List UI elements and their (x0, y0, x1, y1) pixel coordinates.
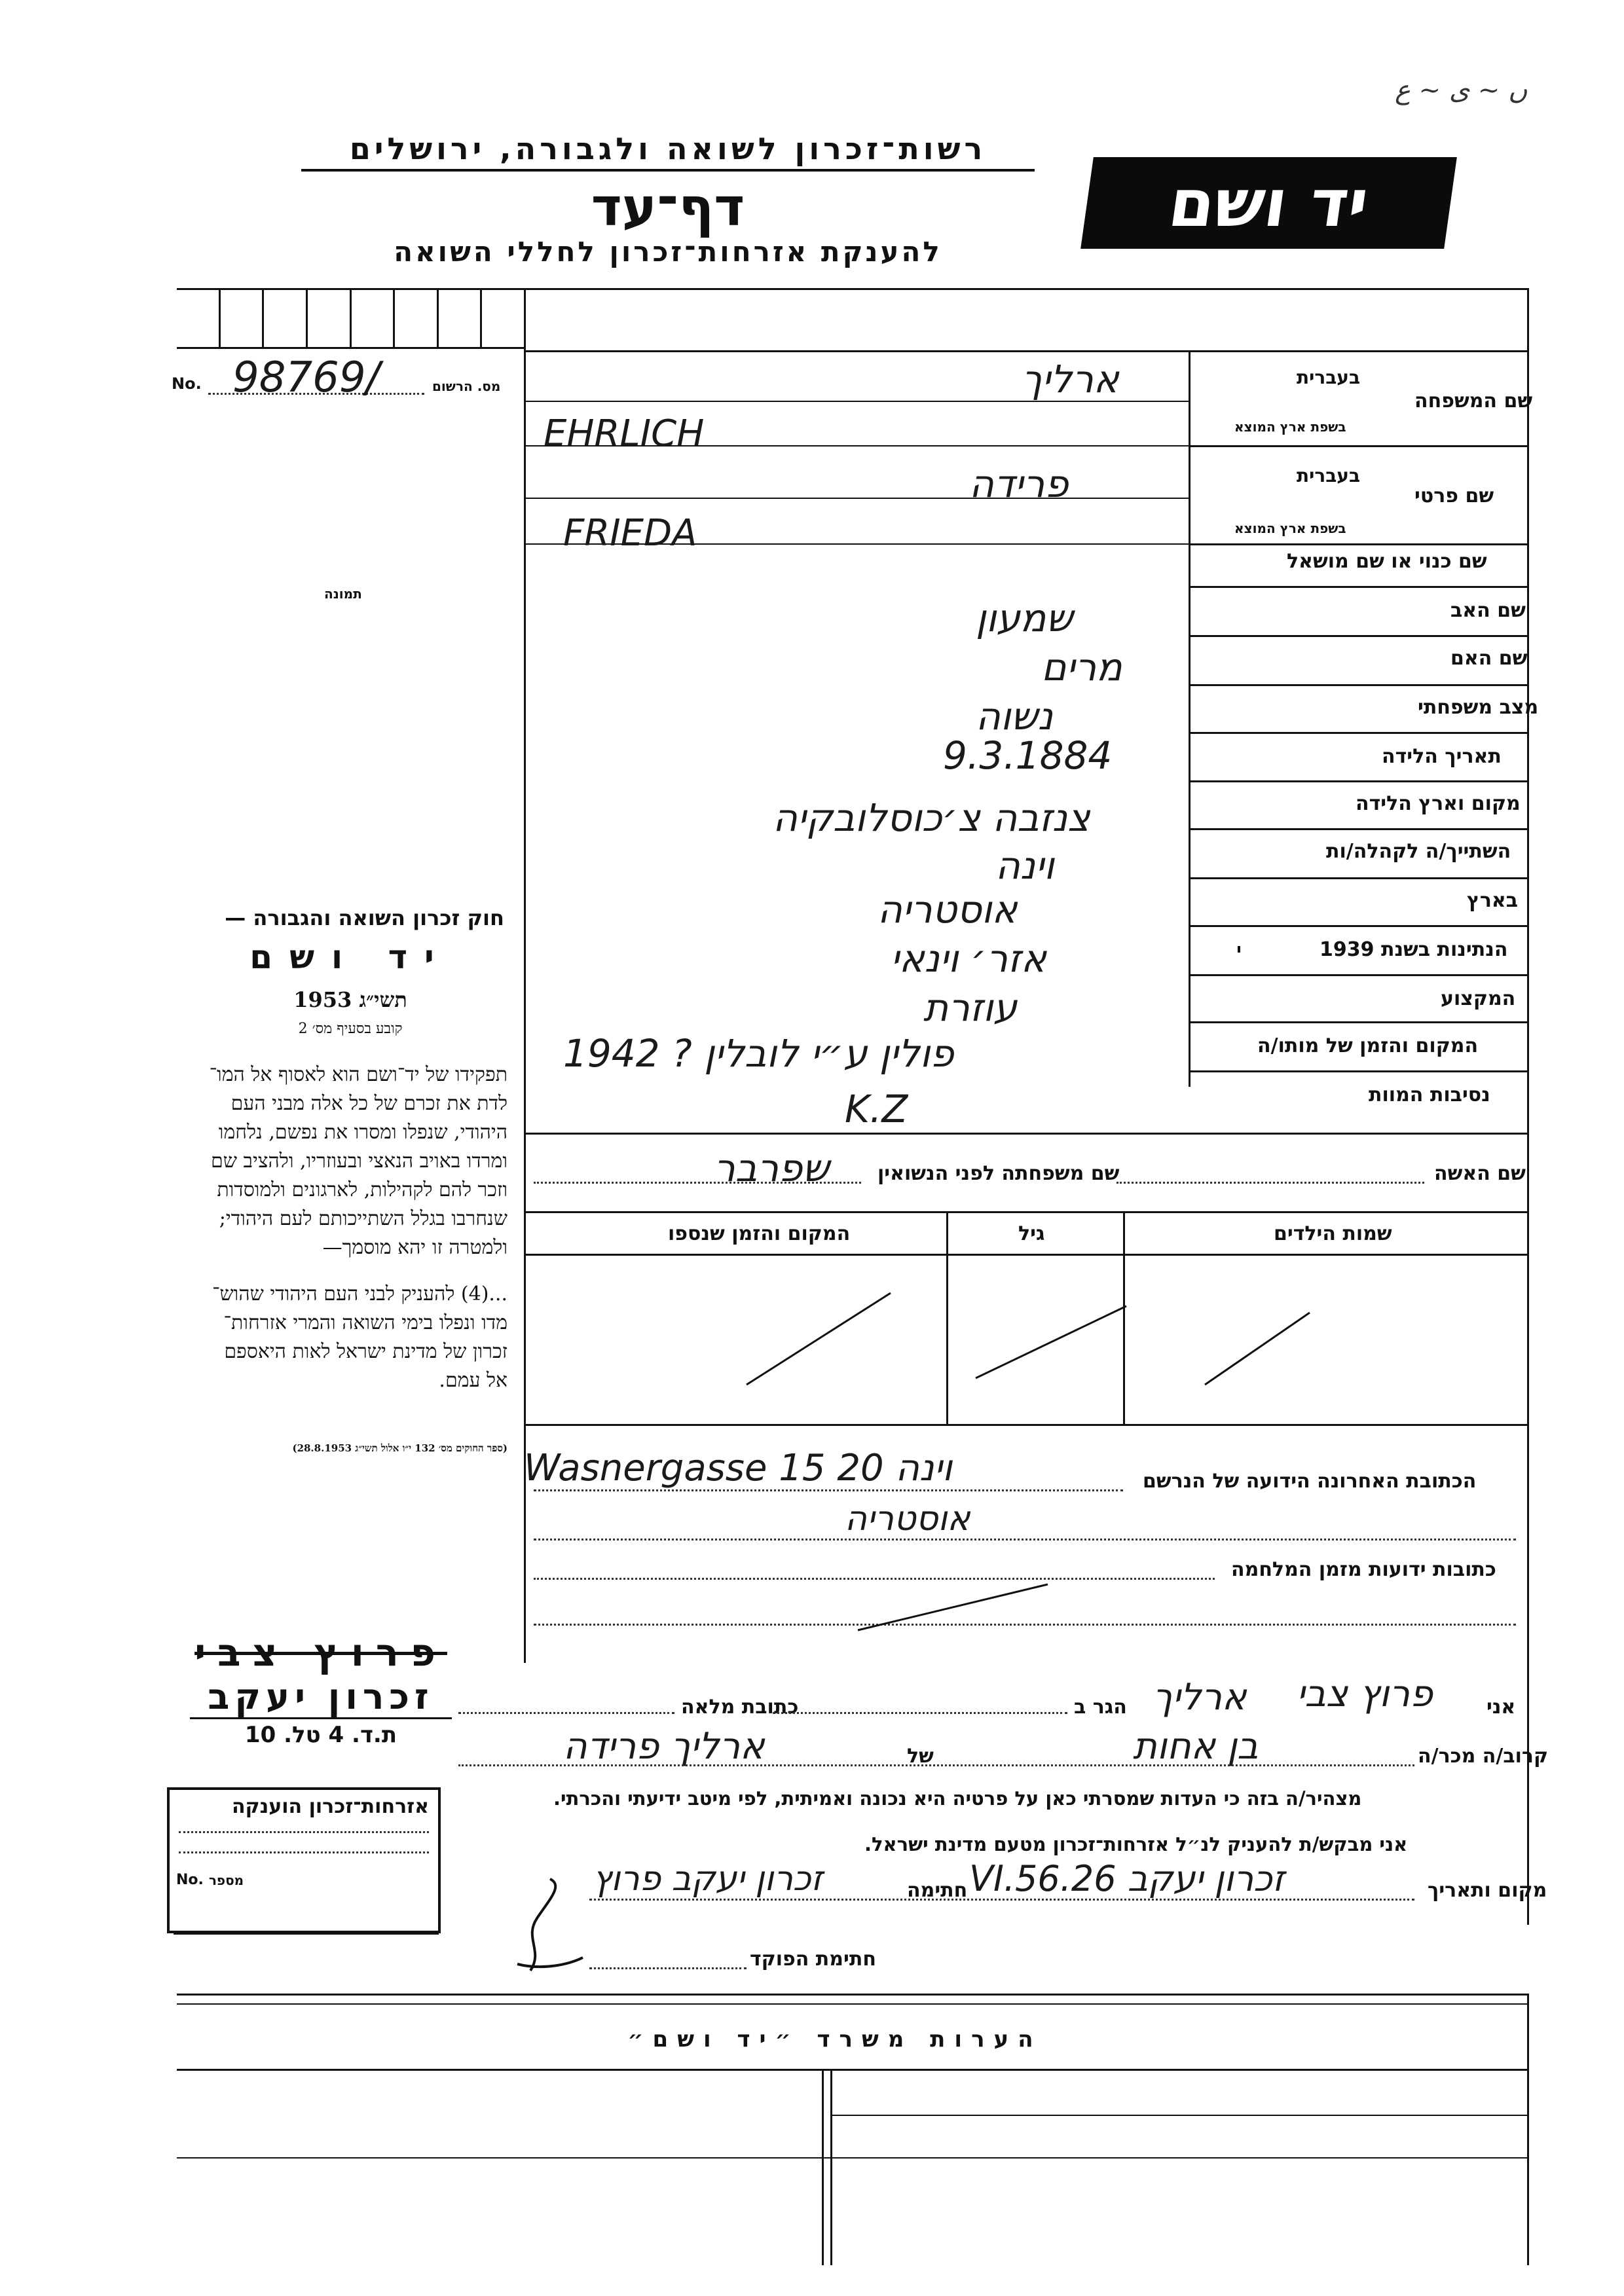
wartime-strikeout (851, 1571, 1061, 1637)
declarant-full-address-label: כתובת מלאה (681, 1696, 799, 1719)
corner-mark: ں ~ ی ~ ع (1395, 75, 1528, 105)
row-line (1189, 780, 1529, 782)
row-line (1189, 828, 1529, 830)
children-header-age: גיל (1018, 1222, 1045, 1245)
law-title: חוק זכרון השואה והגבורה — (225, 905, 504, 930)
children-table-bottom (524, 1424, 1529, 1426)
declarant-lives-label: הגר ב (1074, 1696, 1127, 1719)
stamp-line-2: זכרון יעקב (190, 1676, 452, 1719)
notes-header-line (177, 2069, 1529, 2071)
profession-label: המקצוע (1441, 987, 1516, 1010)
wartime-label: כתובות ידועות מזמן המלחמה (1231, 1558, 1496, 1581)
birth-place-label: מקום וארץ הלידה (1356, 792, 1521, 815)
request-text: אני מבקש/ת להעניק לנ״ל אזרחות־זכרון מטעם מדינת ישראל. (864, 1833, 1408, 1855)
stamp-line-3: ת.ד. 4 טל. 10 (244, 1722, 397, 1748)
children-strikeouts (524, 1254, 1529, 1424)
law-line: וזכר להם לקהילות, לארגונים ולמוסדות (217, 1178, 507, 1201)
notes-row-line (832, 2115, 1529, 2116)
address-value-1: וינה 20 Wasnergasse 15 (524, 1447, 953, 1489)
notes-top-2 (177, 2003, 1529, 2005)
field-label-divider (1189, 350, 1190, 1087)
row-line (1189, 635, 1529, 637)
yad-vashem-logo (1080, 157, 1457, 249)
country-label: בארץ (1467, 889, 1519, 912)
origin-label-2: בשפת ארץ המוצא (1234, 520, 1346, 536)
relation-dots (458, 1764, 1414, 1766)
law-clause: קובע בסעיף מס׳ 2 (298, 1021, 403, 1037)
law-line: זכרון של מדינת ישראל לאות היאספם (224, 1340, 507, 1363)
row-line (1189, 445, 1529, 447)
first-name-label: שם פרטי (1414, 484, 1494, 507)
row-line (1189, 877, 1529, 879)
first-name-hebrew: פרידה (969, 462, 1069, 506)
address-dots-1 (534, 1489, 1123, 1491)
office-notes-title: הערות משרד ״יד ושם״ (627, 2026, 1043, 2052)
signature-value: זכרון יעקב פרוץ (593, 1859, 823, 1899)
law-line: ומרדו באויב הנאצי ובעוזריו, ולהציב שם (211, 1150, 507, 1173)
notes-row-line (177, 2157, 1529, 2159)
row-line (1189, 586, 1529, 588)
citizenship-box-num-label: מספר (208, 1872, 244, 1888)
children-header-place: המקום והזמן שנספו (668, 1222, 851, 1245)
children-table-top (524, 1211, 1529, 1213)
relation-value: בן אחות (1133, 1725, 1259, 1768)
row-line (1189, 925, 1529, 927)
law-paragraph-1 (177, 1061, 507, 1262)
document-subtitle: להענקת אזרחות־זכרון לחללי השואה (394, 236, 942, 268)
declarant-lives-value: ארליך (1153, 1676, 1247, 1719)
row-line (1189, 1070, 1529, 1072)
law-line: ולמטרה זו יהא מוסמך— (322, 1236, 507, 1259)
document-title: דף־עד (591, 177, 745, 238)
strikeout-line (976, 1306, 1126, 1378)
wife-maiden-label: שם משפחתה לפני הנשואין (877, 1162, 1120, 1185)
registration-boxes (177, 288, 524, 347)
children-header-names: שמות הילדים (1274, 1222, 1392, 1245)
law-line: תפקידו של יד־ושם הוא לאסוף אל המו־ (209, 1063, 507, 1086)
death-value: פולין ע״י לובלין ? 1942 (563, 1031, 954, 1076)
officer-label: חתימת הפוקד (750, 1948, 876, 1971)
law-year: תשי״ג 1953 (293, 987, 407, 1012)
citizenship-box-line (179, 1831, 429, 1833)
law-line: מדו ונפלו בימי השואה והמרי אזרחות־ (223, 1311, 507, 1334)
address-dots-2 (534, 1539, 1516, 1540)
strikeout-line (747, 1293, 891, 1385)
citizenship-box-line (179, 1851, 429, 1853)
wife-label: שם האשה (1434, 1162, 1526, 1185)
stamp-line-1: פרוץ צבי (194, 1630, 447, 1675)
frame-right (1527, 288, 1529, 1925)
wife-row-top (524, 1133, 1529, 1135)
wife-value: שפרבר (714, 1146, 830, 1190)
birth-date-value: 9.3.1884 (943, 733, 1113, 778)
country-value: אוסטריה (877, 887, 1018, 932)
place-date-dots (589, 1899, 1414, 1901)
row-line (1189, 974, 1529, 976)
law-paragraph-2 (177, 1280, 507, 1395)
citizenship-box-no-label: No. (176, 1872, 204, 1888)
death-circ-value: K.Z (845, 1087, 908, 1131)
law-line: אל עמם. (439, 1369, 507, 1392)
row-line (1189, 543, 1529, 545)
hebrew-label-1: בעברית (1297, 367, 1361, 388)
registration-boxes-bottom (177, 347, 524, 349)
father-value: שמעון (976, 596, 1073, 640)
community-label: השתייך/ה לקהלה/ות (1326, 840, 1511, 863)
hebrew-label-2: בעברית (1297, 465, 1361, 486)
of-label: של (907, 1745, 934, 1768)
family-name-label: שם המשפחה (1414, 390, 1533, 412)
birth-place-value: צנזבה צ׳כוסלובקיה (773, 795, 1090, 840)
citizenship-box-no-row (170, 1872, 438, 1888)
law-line: לדת את זכרם של כל אלה מבני העם (231, 1092, 507, 1115)
citizenship-box-title: אזרחות־זכרון הוענקה (231, 1795, 429, 1818)
declarant-i-value: פרוץ צבי (1297, 1673, 1433, 1715)
nickname-label: שם כנוי או שם מושאל (1287, 550, 1487, 573)
signature-label: חתימה (907, 1879, 968, 1902)
of-value: ארליך פרידה (563, 1725, 765, 1768)
citizenship-label: הנתינות בשנת 1939 (1320, 938, 1508, 961)
photo-label: תמונה (324, 586, 362, 602)
address-label: הכתובת האחרונה הידועה של הנרשם (1143, 1470, 1477, 1493)
notes-divider-2 (830, 2069, 832, 2265)
fields-top (524, 350, 1529, 352)
strikeout-line (1205, 1313, 1310, 1385)
birth-date-label: תאריך הלידה (1382, 745, 1502, 768)
notes-divider-1 (822, 2069, 824, 2265)
value-line (524, 498, 1189, 499)
notes-top (177, 1994, 1529, 1995)
citizenship-box-shadow (174, 1931, 439, 1935)
law-line: שנחרבו בגלל השתייכותם לעם היהודי; (219, 1207, 507, 1230)
marital-label: מצב משפחתי (1418, 696, 1539, 719)
address-value-2: אוסטריה (845, 1499, 970, 1539)
law-line: היהודי, שנפלו ומסרו את נפשם, נלחמו (218, 1121, 507, 1144)
community-value: וינה (995, 843, 1054, 888)
law-citation: (ספר החוקים מס׳ 132 י״ו אלול תשי״ג 28.8.1953) (292, 1442, 507, 1454)
relation-label: קרוב/ה מכר/ה (1418, 1745, 1549, 1768)
officer-signature-scribble (504, 1872, 596, 1984)
declarant-i-label: אני (1486, 1696, 1516, 1719)
death-circ-label: נסיבות המוות (1369, 1084, 1490, 1106)
registration-heb-label: מס. הרשום (432, 378, 501, 394)
registration-number: 98769/ (232, 354, 380, 402)
mother-label: שם האם (1450, 647, 1528, 670)
authority-title: רשות־זכרון לשואה ולגבורה, ירושלים (301, 131, 1035, 172)
registration-no-label: No. (172, 374, 202, 393)
family-name-origin: EHRLICH (544, 412, 705, 455)
first-name-origin: FRIEDA (563, 512, 697, 555)
wife-dots-2 (1116, 1182, 1424, 1184)
citizenship-box (167, 1787, 441, 1933)
officer-dots (589, 1967, 747, 1969)
notes-right-edge (1527, 1994, 1529, 2265)
law-line: ...(4) להעניק לבני העם היהודי שהוש־ (212, 1283, 507, 1305)
row-line (1189, 732, 1529, 734)
mother-value: מרים (1041, 645, 1122, 689)
marital-value: נשוה (976, 694, 1054, 738)
family-name-hebrew: ארליך (1022, 357, 1119, 401)
place-date-value: זכרון יעקב 26.VI.56 (969, 1858, 1285, 1899)
declarant-dots-1 (458, 1712, 674, 1714)
row-line (1189, 684, 1529, 686)
law-name: יד ושם (249, 938, 451, 976)
profession-value: עוזרת (923, 985, 1018, 1030)
citizenship-value: אזר׳ וינאי (891, 936, 1046, 981)
declaration-text: מצהיר/ה בזה כי העדות שמסרתי כאן על פרטיה היא נכונה ואמיתית, לפי מיטב ידיעתי והכרתי. (553, 1787, 1362, 1810)
father-label: שם האב (1450, 599, 1526, 622)
death-label: המקום והזמן של מותו/ה (1257, 1034, 1479, 1057)
strikeout-line (858, 1584, 1048, 1630)
declarant-dots-2 (773, 1712, 1067, 1714)
origin-label-1: בשפת ארץ המוצא (1234, 419, 1346, 435)
row-line (1189, 1021, 1529, 1023)
citizenship-tick (1238, 946, 1240, 953)
signature-stroke (517, 1879, 583, 1971)
place-date-label: מקום ותאריך (1428, 1879, 1547, 1902)
logo-text: יד ושם (1164, 164, 1374, 242)
